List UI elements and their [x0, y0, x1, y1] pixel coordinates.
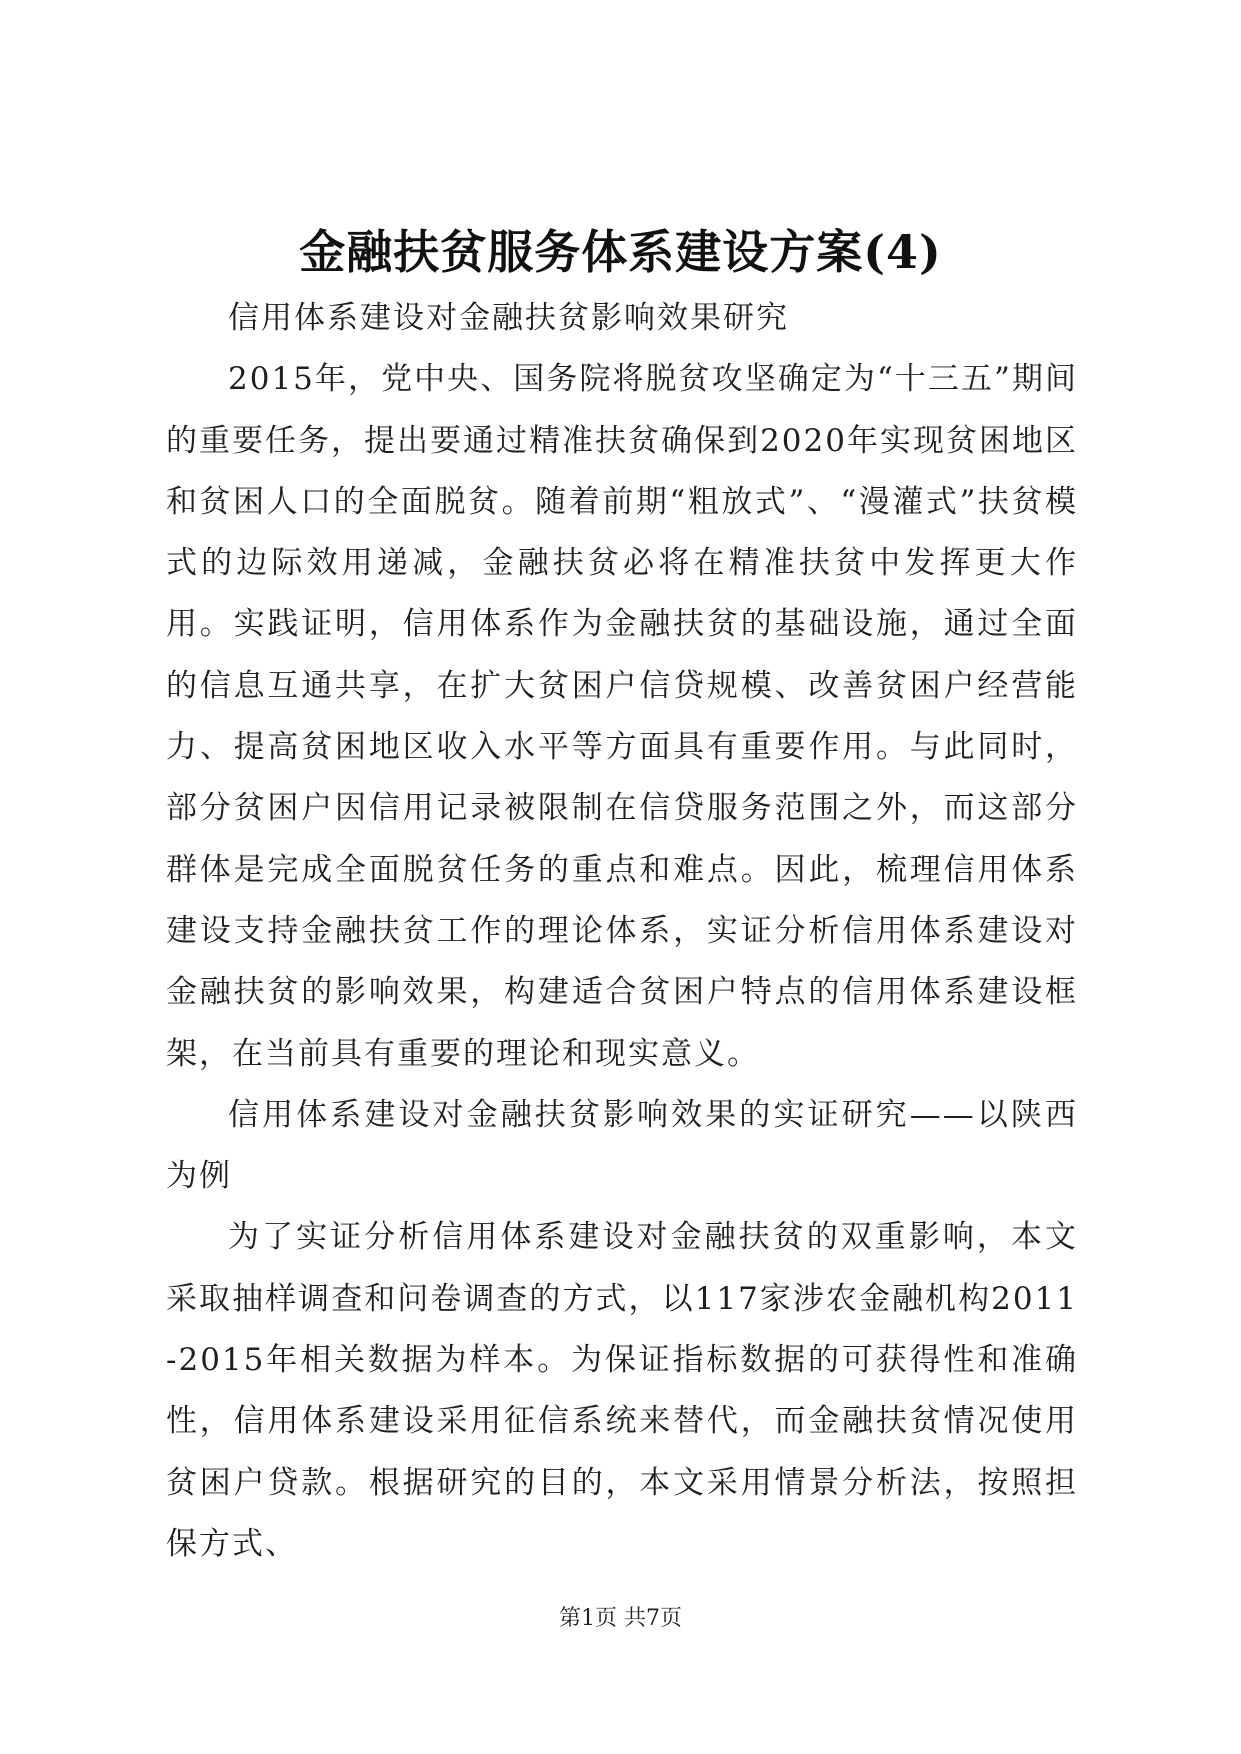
page-number-label: 第1页 共7页: [559, 1606, 682, 1631]
document-title: 金融扶贫服务体系建设方案(4): [299, 225, 942, 279]
section-heading-paragraph: 信用体系建设对金融扶贫影响效果的实证研究——以陕西为例: [166, 1096, 1078, 1195]
page-footer: [0, 1604, 1241, 1634]
body-paragraph: 2015年，党中央、国务院将脱贫攻坚确定为“十三五”期间的重要任务，提出要通过精准扶贫确保到2020年实现贫困地区和贫困人口的全面脱贫。随着前期“粗放式”、“漫灌式”扶贫模式的边际效用递减，金融扶贫必将在精准扶贫中发挥更大作用。实践证明，信用体系作为金融扶贫的基础设施，通过全面的信息互通共享，在扩大贫困户信贷规模、改善贫困户经营能力、提高贫困地区收入水平等方面具有重要作用。与此同时，部分贫困户因信用记录被限制在信贷服务范围之外，而这部分群体是完成全面脱贫任务的重点和难点。因此，梳理信用体系建设支持金融扶贫工作的理论体系，实证分析信用体系建设对金融扶贫的影响效果，构建适合贫困户特点的信用体系建设框架，在当前具有重要的理论和现实意义。: [166, 361, 1078, 1072]
body-paragraph: 为了实证分析信用体系建设对金融扶贫的双重影响，本文采取抽样调查和问卷调查的方式，以117家涉农金融机构2011-2015年相关数据为样本。为保证指标数据的可获得性和准确性，信用体系建设采用征信系统来替代，而金融扶贫情况使用贫困户贷款。根据研究的目的，本文采用情景分析法，按照担保方式、: [166, 1219, 1078, 1562]
document-body: [166, 288, 1078, 1575]
subtitle-paragraph: 信用体系建设对金融扶贫影响效果研究: [228, 300, 789, 336]
